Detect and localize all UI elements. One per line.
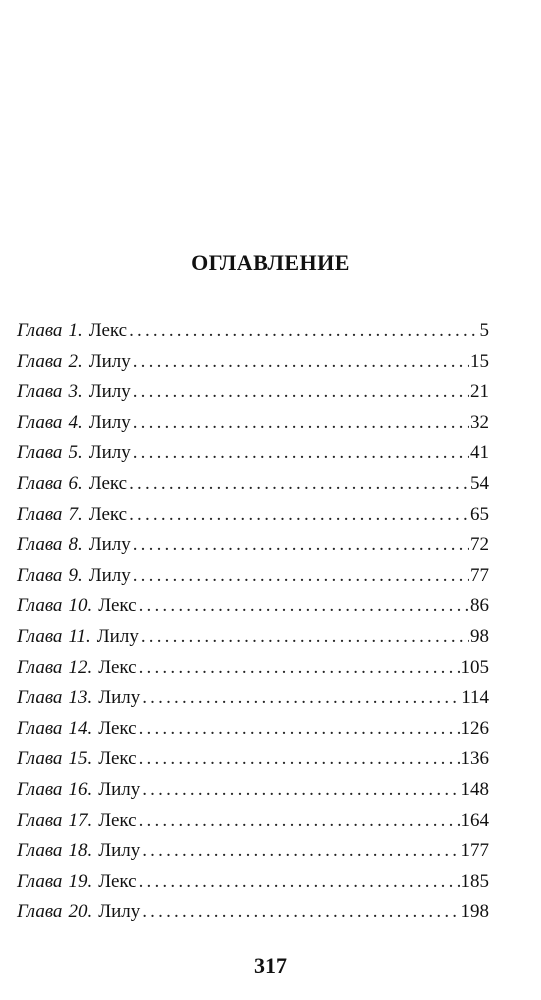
chapter-number: 7. (68, 503, 83, 525)
chapter-word: Глава (17, 320, 63, 341)
chapter-word: Глава (17, 870, 63, 892)
toc-entry-18 (17, 836, 489, 867)
chapter-number: 3. (68, 381, 83, 403)
dot-leader (129, 500, 469, 531)
chapter-name: Лилу (98, 901, 141, 923)
chapter-number: 4. (68, 411, 83, 433)
toc-entry-11 (17, 622, 489, 653)
chapter-number: 12. (68, 656, 93, 678)
chapter-word: Глава (17, 840, 63, 862)
chapter-word: Глава (17, 809, 63, 831)
page-number: 198 (460, 901, 489, 923)
dot-leader (142, 683, 460, 714)
dot-leader (129, 469, 469, 500)
chapter-name: Лекс (88, 320, 128, 341)
toc-entry-10 (17, 591, 489, 622)
chapter-word: Глава (17, 442, 63, 464)
chapter-name: Лекс (98, 656, 137, 678)
chapter-name: Лилу (88, 350, 131, 372)
chapter-number: 13. (68, 687, 93, 709)
page-number: 65 (470, 503, 489, 525)
chapter-number: 5. (68, 442, 83, 464)
chapter-name: Лилу (98, 778, 141, 800)
page-number: 32 (470, 411, 489, 433)
chapter-number: 20. (68, 901, 93, 923)
dot-leader (133, 347, 469, 378)
chapter-name: Лекс (98, 809, 137, 831)
chapter-name: Лилу (88, 534, 131, 556)
dot-leader (139, 867, 460, 898)
chapter-word: Глава (17, 748, 63, 770)
chapter-word: Глава (17, 717, 63, 739)
toc-entry-19 (17, 867, 489, 898)
dot-leader (141, 622, 469, 653)
dot-leader (133, 561, 469, 592)
chapter-word: Глава (17, 472, 63, 494)
toc-entry-13 (17, 683, 489, 714)
chapter-number: 2. (68, 350, 83, 372)
toc-entry-16 (17, 775, 489, 806)
dot-leader (133, 530, 469, 561)
dot-leader (142, 775, 459, 806)
page-folio-number: 317 (254, 953, 287, 978)
page-number: 98 (470, 625, 489, 647)
chapter-number: 6. (68, 472, 83, 494)
chapter-name: Лилу (88, 564, 131, 586)
chapter-name: Лекс (98, 595, 137, 617)
page-number: 41 (470, 442, 489, 464)
page-number: 86 (470, 595, 489, 617)
chapter-word: Глава (17, 381, 63, 403)
chapter-number: 10. (68, 595, 93, 617)
dot-leader (139, 591, 469, 622)
page-number: 72 (470, 534, 489, 556)
toc-entry-7 (17, 500, 489, 531)
toc-entry-2 (17, 347, 489, 378)
page-number: 15 (470, 350, 489, 372)
page-number: 77 (470, 564, 489, 586)
chapter-number: 15. (68, 748, 93, 770)
chapter-name: Лекс (88, 503, 128, 525)
chapter-name: Лилу (96, 625, 139, 647)
dot-leader (133, 377, 469, 408)
page-number: 105 (460, 656, 489, 678)
page-number: 5 (479, 320, 489, 341)
table-of-contents (17, 316, 489, 928)
page-number: 136 (460, 748, 489, 770)
toc-entry-20 (17, 897, 489, 928)
toc-entry-9 (17, 561, 489, 592)
chapter-number: 11. (68, 625, 91, 647)
dot-leader (129, 316, 478, 347)
chapter-name: Лилу (88, 381, 131, 403)
chapter-name: Лекс (98, 748, 137, 770)
chapter-word: Глава (17, 595, 63, 617)
page-number: 21 (470, 381, 489, 403)
chapter-name: Лекс (88, 472, 128, 494)
chapter-name: Лилу (98, 687, 141, 709)
dot-leader (139, 653, 460, 684)
dot-leader (133, 408, 469, 439)
page-number: 126 (460, 717, 489, 739)
page-number: 54 (470, 472, 489, 494)
chapter-name: Лекс (98, 870, 137, 892)
dot-leader (142, 897, 459, 928)
chapter-number: 16. (68, 778, 93, 800)
chapter-name: Лилу (88, 411, 131, 433)
dot-leader (139, 744, 460, 775)
chapter-number: 18. (68, 840, 93, 862)
chapter-number: 17. (68, 809, 93, 831)
chapter-number: 14. (68, 717, 93, 739)
toc-entry-6 (17, 469, 489, 500)
page-number: 185 (460, 870, 489, 892)
dot-leader (142, 836, 459, 867)
toc-entry-4 (17, 408, 489, 439)
chapter-word: Глава (17, 687, 63, 709)
toc-entry-1 (17, 316, 489, 347)
chapter-name: Лилу (88, 442, 131, 464)
toc-entry-14 (17, 714, 489, 745)
dot-leader (139, 714, 460, 745)
toc-entry-3 (17, 377, 489, 408)
chapter-word: Глава (17, 564, 63, 586)
chapter-name: Лилу (98, 840, 141, 862)
chapter-word: Глава (17, 350, 63, 372)
page-title: ОГЛАВЛЕНИЕ (191, 250, 350, 275)
dot-leader (139, 806, 460, 837)
chapter-word: Глава (17, 778, 63, 800)
page-number: 177 (460, 840, 489, 862)
chapter-number: 1. (68, 320, 83, 341)
toc-entry-15 (17, 744, 489, 775)
chapter-word: Глава (17, 901, 63, 923)
chapter-word: Глава (17, 656, 63, 678)
toc-entry-8 (17, 530, 489, 561)
chapter-name: Лекс (98, 717, 137, 739)
chapter-word: Глава (17, 625, 63, 647)
toc-entry-17 (17, 806, 489, 837)
toc-entry-12 (17, 653, 489, 684)
chapter-word: Глава (17, 534, 63, 556)
page-number: 164 (460, 809, 489, 831)
chapter-word: Глава (17, 411, 63, 433)
chapter-word: Глава (17, 503, 63, 525)
chapter-number: 19. (68, 870, 93, 892)
dot-leader (133, 438, 469, 469)
page-number: 148 (460, 778, 489, 800)
page-number: 114 (461, 687, 489, 709)
chapter-number: 9. (68, 564, 83, 586)
chapter-number: 8. (68, 534, 83, 556)
toc-entry-5 (17, 438, 489, 469)
